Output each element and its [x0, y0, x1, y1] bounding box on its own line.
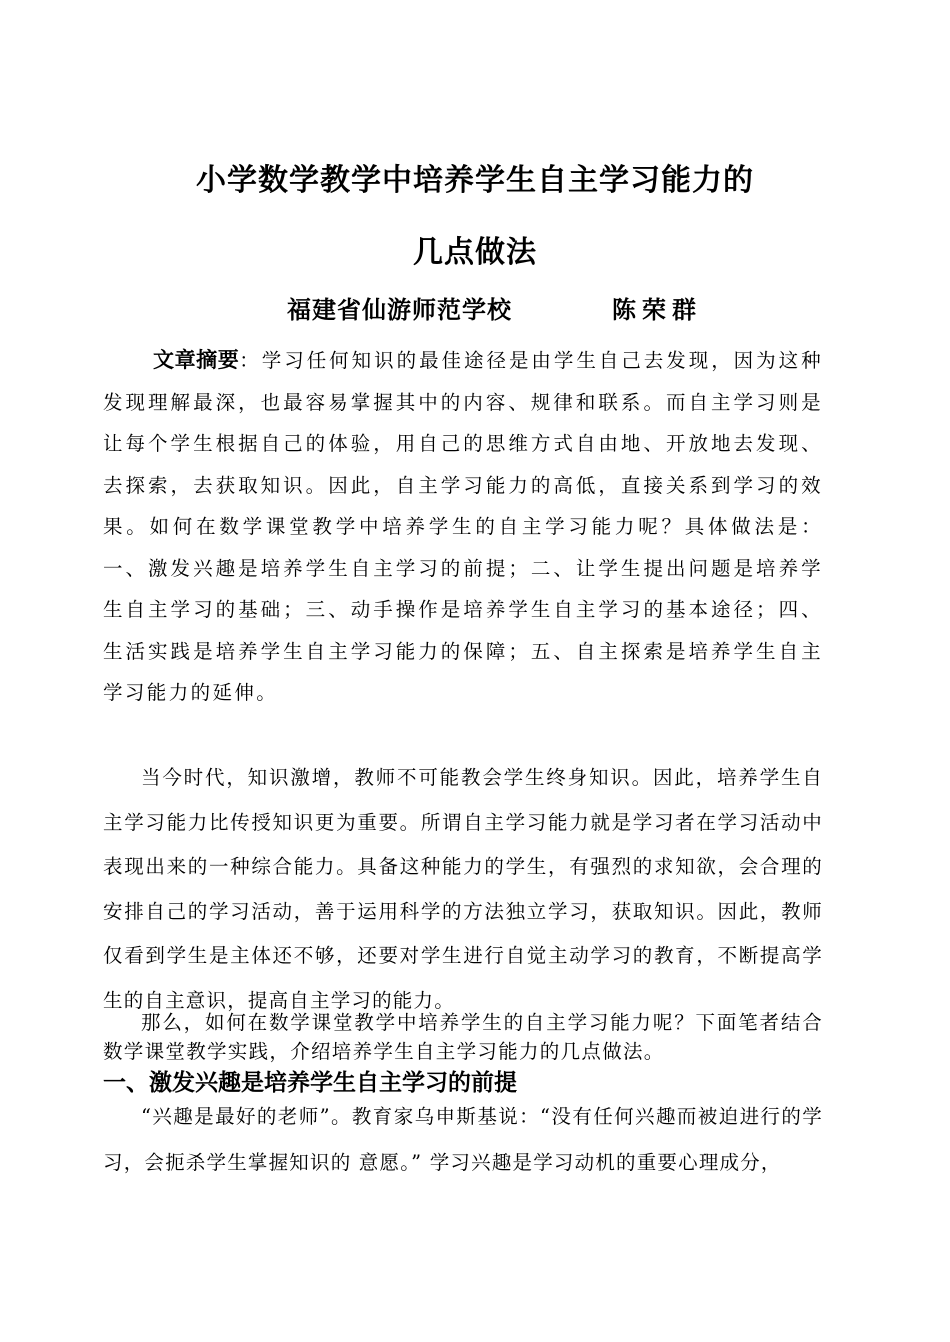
author-affiliation: 福建省仙游师范学校	[287, 296, 512, 324]
document-title-line-2: 几点做法	[413, 235, 537, 270]
document-title-line-1: 小学数学教学中培养学生自主学习能力的	[196, 163, 754, 198]
section-1-paragraph: “兴趣是最好的老师”。教育家乌申斯基说：“没有任何兴趣而被迫进行的学习，会扼杀学生掌握知识的 意愿。” 学习兴趣是学习动机的重要心理成分，	[103, 1105, 823, 1174]
abstract-label: 文章摘要	[153, 348, 240, 372]
abstract-paragraph	[103, 340, 823, 714]
intro-paragraph-2: 那么，如何在数学课堂教学中培养学生的自主学习能力呢？下面笔者结合数学课堂教学实践，介绍培养学生自主学习能力的几点做法。	[103, 1011, 823, 1063]
abstract-text: ：学习任何知识的最佳途径是由学生自己去发现，因为这种发现理解最深，也最容易掌握其中的内容、规律和联系。而自主学习则是让每个学生根据自己的体验，用自己的思维方式自由地、开放地去发现、去探索，去获取知识。因此，自主学习能力的高低，直接关系到学习的效果。如何在数学课堂教学中培养学生的自主学习能力呢？具体做法是：一、激发兴趣是培养学生自主学习的前提；二、让学生提出问题是培养学生自主学习的基础；三、动手操作是培养学生自主学习的基本途径；四、生活实践是培养学生自主学习能力的保障；五、自主探索是培养学生自主学习能力的延伸。	[103, 349, 824, 704]
intro-paragraph-1: 当今时代，知识激增，教师不可能教会学生终身知识。因此，培养学生自主学习能力比传授知识更为重要。所谓自主学习能力就是学习者在学习活动中表现出来的一种综合能力。具备这种能力的学生，有强烈的求知欲，会合理的安排自己的学习活动，善于运用科学的方法独立学习，获取知识。因此，教师仅看到学生是主体还不够，还要对学生进行自觉主动学习的教育，不断提高学生的自主意识，提高自主学习的能力。	[103, 766, 823, 1012]
author-name: 陈荣群	[612, 296, 702, 324]
section-1-heading: 一、激发兴趣是培养学生自主学习的前提	[103, 1070, 517, 1096]
